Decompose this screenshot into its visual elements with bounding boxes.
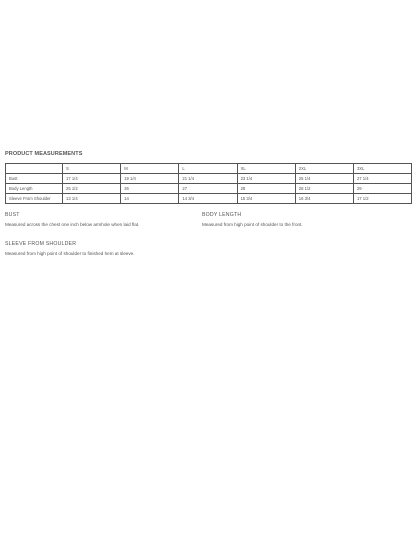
section-title: PRODUCT MEASUREMENTS bbox=[5, 151, 83, 157]
table-cell: 15 3/4 bbox=[237, 194, 295, 204]
table-cell: 16 3/4 bbox=[295, 194, 353, 204]
table-cell: 26 bbox=[121, 184, 179, 194]
table-header-row bbox=[6, 164, 412, 174]
table-row bbox=[6, 184, 412, 194]
row-label: Bust bbox=[6, 174, 63, 184]
table-cell: 14 bbox=[121, 194, 179, 204]
table-cell: 21 1/4 bbox=[179, 174, 237, 184]
definition-description: Measured from high point of shoulder to finished hem at sleeve. bbox=[5, 251, 135, 256]
header-cell-s: S bbox=[63, 164, 121, 174]
table-cell: 19 1/4 bbox=[121, 174, 179, 184]
table-cell: 17 1/4 bbox=[63, 174, 121, 184]
table-cell: 27 bbox=[179, 184, 237, 194]
header-cell-3xl: 3XL bbox=[353, 164, 411, 174]
table-row bbox=[6, 194, 412, 204]
table-cell: 14 3/4 bbox=[179, 194, 237, 204]
table-cell: 17 1/2 bbox=[353, 194, 411, 204]
table-cell: 25 1/2 bbox=[63, 184, 121, 194]
definition-body-length bbox=[202, 212, 303, 227]
table-cell: 27 1/4 bbox=[353, 174, 411, 184]
definition-sleeve-from-shoulder bbox=[5, 241, 134, 256]
definition-term: BUST bbox=[5, 212, 20, 218]
table-cell: 29 bbox=[353, 184, 411, 194]
header-cell-l: L bbox=[179, 164, 237, 174]
definition-description: Measured from high point of shoulder to the front. bbox=[202, 222, 303, 227]
header-cell-xl: XL bbox=[237, 164, 295, 174]
header-cell-empty bbox=[6, 164, 63, 174]
definition-term: BODY LENGTH bbox=[202, 212, 242, 218]
table-cell: 23 1/4 bbox=[237, 174, 295, 184]
definition-bust bbox=[5, 212, 139, 227]
header-cell-2xl: 2XL bbox=[295, 164, 353, 174]
definition-description: Measured across the chest one inch below armhole when laid flat. bbox=[5, 222, 140, 227]
definition-term: SLEEVE FROM SHOULDER bbox=[5, 241, 77, 247]
table-cell: 25 1/4 bbox=[295, 174, 353, 184]
header-cell-m: M bbox=[121, 164, 179, 174]
table-cell: 28 1/2 bbox=[295, 184, 353, 194]
measurements-table bbox=[5, 163, 412, 204]
table-cell: 13 1/4 bbox=[63, 194, 121, 204]
row-label: Body Length bbox=[6, 184, 63, 194]
row-label: Sleeve From Shoulder bbox=[6, 194, 63, 204]
table-cell: 28 bbox=[237, 184, 295, 194]
table-row bbox=[6, 174, 412, 184]
